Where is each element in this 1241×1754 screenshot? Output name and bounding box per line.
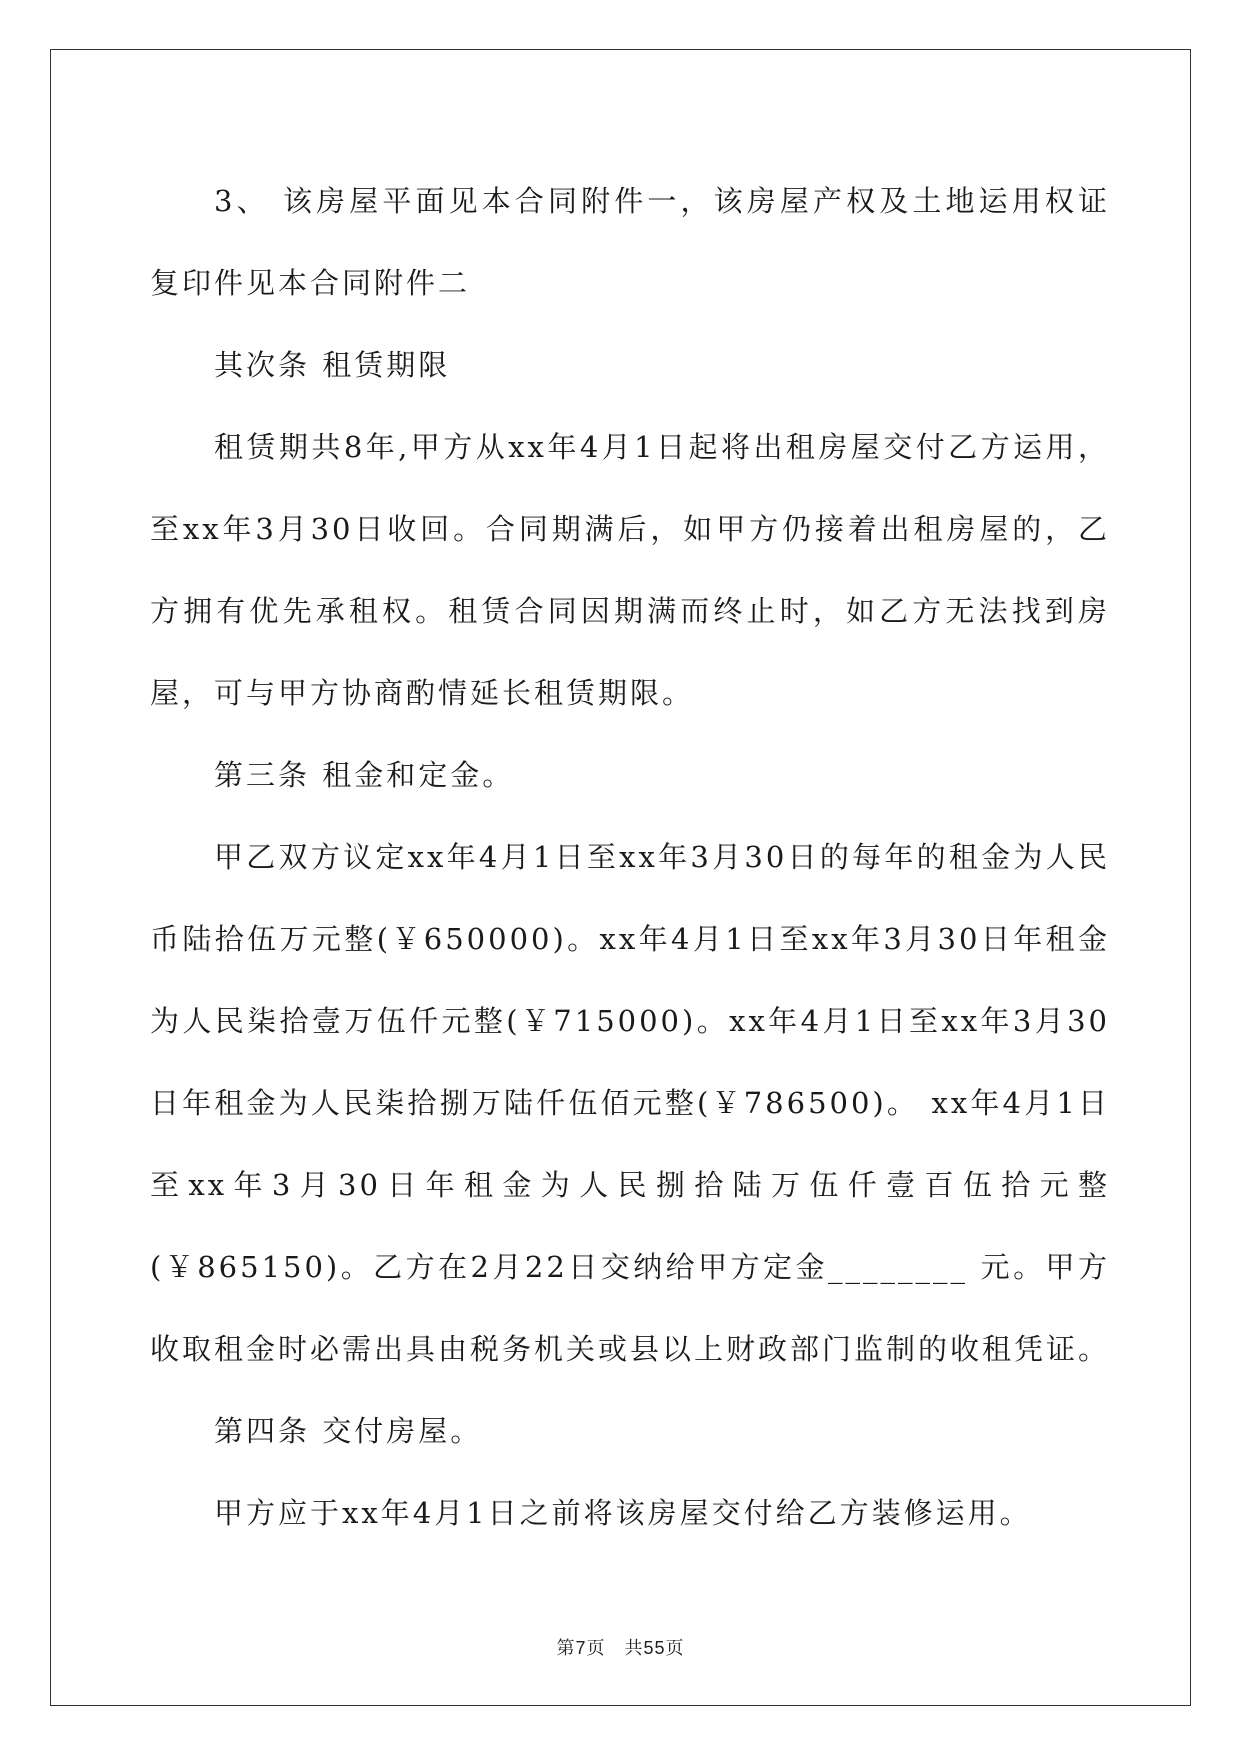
- paragraph-rent-deposit: 甲乙双方议定xx年4月1日至xx年3月30日的每年的租金为人民币陆拾伍万元整(￥650000)。xx年4月1日至xx年3月30日年租金为人民柒拾壹万伍仟元整(￥715000)。xx年4月1日至xx年3月30日年租金为人民柒拾捌万陆仟伍佰元整(￥786500)。 xx年4月1日至xx年3月30日年租金为人民捌拾陆万伍仟壹百伍拾元整(￥865150)。乙方在2月22日交纳给甲方定金________ 元。甲方收取租金时必需出具由税务机关或县以上财政部门监制的收租凭证。: [150, 840, 1111, 1366]
- paragraph-handover: 甲方应于xx年4月1日之前将该房屋交付给乙方装修运用。: [214, 1496, 1032, 1530]
- footer-page-number: 7: [575, 1638, 587, 1658]
- footer-mid: 页 共: [586, 1638, 644, 1659]
- paragraph-clause-3-attachments: 3、 该房屋平面见本合同附件一，该房屋产权及土地运用权证复印件见本合同附件二: [150, 184, 1110, 300]
- heading-article-3-rent-deposit: 第三条 租金和定金。: [214, 758, 515, 792]
- heading-article-2-lease-term: 其次条 租赁期限: [214, 348, 451, 382]
- footer-prefix: 第: [556, 1638, 576, 1659]
- paragraph-lease-term: 租赁期共8年,甲方从xx年4月1日起将出租房屋交付乙方运用，至xx年3月30日收回。合同期满后，如甲方仍接着出租房屋的，乙方拥有优先承租权。租赁合同因期满而终止时，如乙方无法找到房屋，可与甲方协商酌情延长租赁期限。: [150, 430, 1110, 710]
- footer-suffix: 页: [665, 1638, 685, 1659]
- footer-total-pages: 55: [643, 1638, 666, 1658]
- page-footer: [0, 1634, 1241, 1660]
- heading-article-4-handover: 第四条 交付房屋。: [214, 1414, 483, 1448]
- document-body: [150, 160, 1110, 1554]
